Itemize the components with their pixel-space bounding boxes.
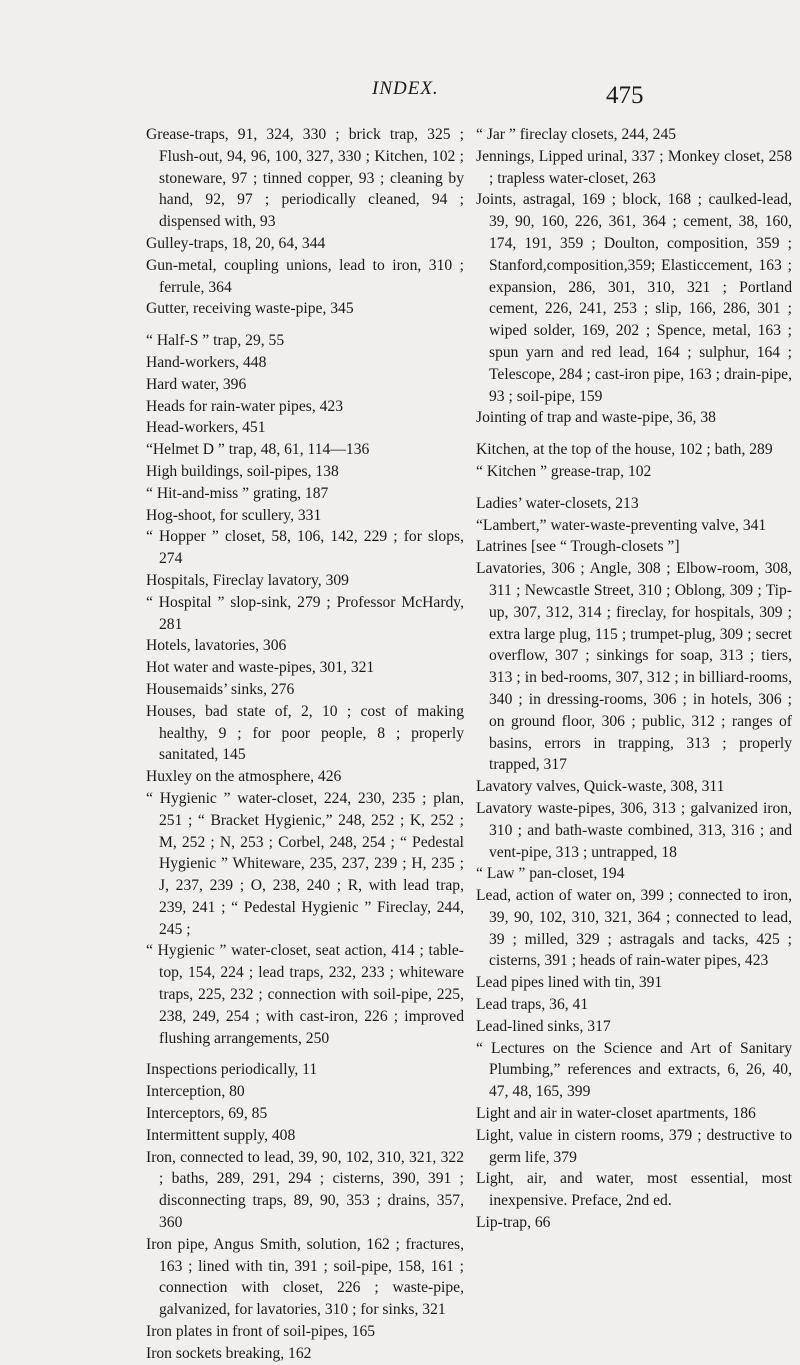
index-entry: Gulley-traps, 18, 20, 64, 344 [146, 234, 326, 252]
index-entry: Iron, connected to lead, 39, 90, 102, 310, 321, 322 ; baths, 289, 291, 294 ; cisterns, 390, 391 ; disconnecting traps, 89, 90, 353 ; drains, 357, 360 [146, 1148, 464, 1232]
index-entry: “ Lectures on the Science and Art of Sanitary Plumbing,” references and extracts, 6, 26, 40, 47, 48, 165, 399 [476, 1039, 792, 1101]
index-entry: Inspections periodically, 11 [146, 1061, 318, 1079]
index-entry: Lead, action of water on, 399 ; connected to iron, 39, 90, 102, 310, 321, 364 ; connected to lead, 39 ; milled, 329 ; astragals and tacks, 425 ; cisterns, 391 ; heads of rain-water pipes, 423 [476, 887, 792, 970]
index-entry: Interceptors, 69, 85 [146, 1105, 268, 1123]
index-entry: Hotels, lavatories, 306 [146, 637, 287, 655]
index-entry: Joints, astragal, 169 ; block, 168 ; caulked-lead, 39, 90, 160, 226, 361, 364 ; cement, 38, 160, 174, 191, 359 ; Doulton, composition, 359 ; Stanford,composition,359; Elasticcement, 163 ; expansion, 286, 301, 310, 321 ; Portland cement, 226, 241, 253 ; slip, 166, 286, 301 ; wiped solder, 169, 202 ; Spence, metal, 163 ; spun yarn and red lead, 164 ; sulphur, 164 ; Telescope, 284 ; cast-iron pipe, 163 ; drain-pipe, 93 ; soil-pipe, 159 [476, 191, 792, 405]
page-header [0, 78, 800, 114]
running-head: INDEX. [372, 78, 439, 99]
index-entry: Hot water and waste-pipes, 301, 321 [146, 659, 375, 677]
index-entry: Gutter, receiving waste-pipe, 345 [146, 300, 354, 318]
index-entry: Houses, bad state of, 2, 10 ; cost of making healthy, 9 ; for poor people, 8 ; properly sanitated, 145 [146, 702, 464, 764]
index-entry: Hospitals, Fireclay lavatory, 309 [146, 571, 349, 589]
index-column-right [476, 124, 792, 1234]
index-entry: “Helmet D ” trap, 48, 61, 114—136 [146, 441, 370, 459]
index-entry: Head-workers, 451 [146, 419, 266, 437]
index-entry: High buildings, soil-pipes, 138 [146, 462, 339, 480]
index-entry: Lead-lined sinks, 317 [476, 1017, 611, 1035]
index-entry: Housemaids’ sinks, 276 [146, 680, 295, 698]
index-entry: Latrines [see “ Trough-closets ”] [476, 538, 680, 556]
index-entry: Hand-workers, 448 [146, 353, 267, 371]
index-entry: Heads for rain-water pipes, 423 [146, 397, 344, 415]
index-entry: Light, value in cistern rooms, 379 ; destructive to germ life, 379 [476, 1126, 792, 1166]
index-entry: “ Hygienic ” water-closet, seat action, 414 ; table-top, 154, 224 ; lead traps, 232, 233 ; whiteware traps, 225, 232 ; connection with soil-pipe, 225, 238, 249, 254 ; with cast-iron, 226 ; improved flushing arrangements, 250 [146, 942, 464, 1047]
index-entry: Intermittent supply, 408 [146, 1126, 296, 1144]
index-entry: Huxley on the atmosphere, 426 [146, 768, 342, 786]
index-entry: Gun-metal, coupling unions, lead to iron, 310 ; ferrule, 364 [146, 256, 464, 296]
index-entry: “ Hygienic ” water-closet, 224, 230, 235 ; plan, 251 ; “ Bracket Hygienic,” 248, 252 ; K, 252 ; M, 252 ; N, 253 ; Corbel, 248, 254 ; “ Pedestal Hygienic ” Whiteware, 235, 237, 239 ; H, 235 ; J, 237, 239 ; O, 238, 240 ; R, with lead trap, 239, 241 ; “ Pedestal Hygienic ” Fireclay, 244, 245 ; [146, 789, 464, 938]
index-entry: “ Hit-and-miss ” grating, 187 [146, 484, 329, 502]
index-entry: Light and air in water-closet apartments, 186 [476, 1105, 756, 1123]
index-entry: “ Jar ” fireclay closets, 244, 245 [476, 126, 677, 143]
index-entry: Jennings, Lipped urinal, 337 ; Monkey closet, 258 ; trapless water-closet, 263 [476, 147, 792, 187]
index-entry: “ Law ” pan-closet, 194 [476, 865, 625, 883]
page-number: 475 [606, 82, 644, 109]
index-entry: Light, air, and water, most essential, most inexpensive. Preface, 2nd ed. [476, 1170, 792, 1210]
index-entry: “Lambert,” water-waste-preventing valve, 341 [476, 516, 767, 534]
index-entry: Jointing of trap and waste-pipe, 36, 38 [476, 409, 716, 427]
index-entry: Hog-shoot, for scullery, 331 [146, 506, 322, 524]
index-entry: Lip-trap, 66 [476, 1214, 551, 1232]
index-entry: Iron pipe, Angus Smith, solution, 162 ; fractures, 163 ; lined with tin, 391 ; soil-pipe, 158, 161 ; connection with closet, 226 ; waste-pipe, galvanized, for lavatories, 310 ; for sinks, 321 [146, 1235, 464, 1319]
index-entry: “ Hospital ” slop-sink, 279 ; Professor McHardy, 281 [146, 593, 464, 633]
index-entry: “ Half-S ” trap, 29, 55 [146, 332, 285, 350]
index-entry: “ Hopper ” closet, 58, 106, 142, 229 ; for slops, 274 [146, 528, 464, 568]
index-entry: Iron plates in front of soil-pipes, 165 [146, 1323, 376, 1341]
index-entry: Lavatory valves, Quick-waste, 308, 311 [476, 778, 725, 796]
index-entry: Lavatories, 306 ; Angle, 308 ; Elbow-room, 308, 311 ; Newcastle Street, 310 ; Oblong, 309 ; Tip-up, 307, 312, 314 ; fireclay, for hospitals, 309 ; extra large plug, 115 ; trumpet-plug, 309 ; secret overflow, 307 ; sinkings for soap, 313 ; tiers, 313 ; in bed-rooms, 307, 312 ; in billiard-rooms, 340 ; in dressing-rooms, 306 ; in hotels, 306 ; on ground floor, 306 ; public, 312 ; ranges of basins, errors in trapping, 313 ; properly trapped, 317 [476, 560, 792, 774]
index-entry: Lavatory waste-pipes, 306, 313 ; galvanized iron, 310 ; and bath-waste combined, 313, 316 ; and vent-pipe, 313 ; untrapped, 18 [476, 799, 792, 861]
index-entry: “ Kitchen ” grease-trap, 102 [476, 462, 652, 480]
index-entry: Lead traps, 36, 41 [476, 996, 589, 1014]
index-column-left [146, 124, 464, 1365]
index-entry: Ladies’ water-closets, 213 [476, 494, 639, 512]
index-entry: Iron sockets breaking, 162 [146, 1344, 312, 1362]
index-entry: Grease-traps, 91, 324, 330 ; brick trap, 325 ; Flush-out, 94, 96, 100, 327, 330 ; Kitchen, 102 ; stoneware, 97 ; tinned copper, 93 ; cleaning by hand, 92, 97 ; periodically cleaned, 94 ; dispensed with, 93 [146, 126, 464, 231]
index-entry: Kitchen, at the top of the house, 102 ; bath, 289 [476, 441, 773, 459]
index-entry: Interception, 80 [146, 1083, 245, 1101]
index-entry: Lead pipes lined with tin, 391 [476, 974, 663, 992]
index-entry: Hard water, 396 [146, 375, 247, 393]
